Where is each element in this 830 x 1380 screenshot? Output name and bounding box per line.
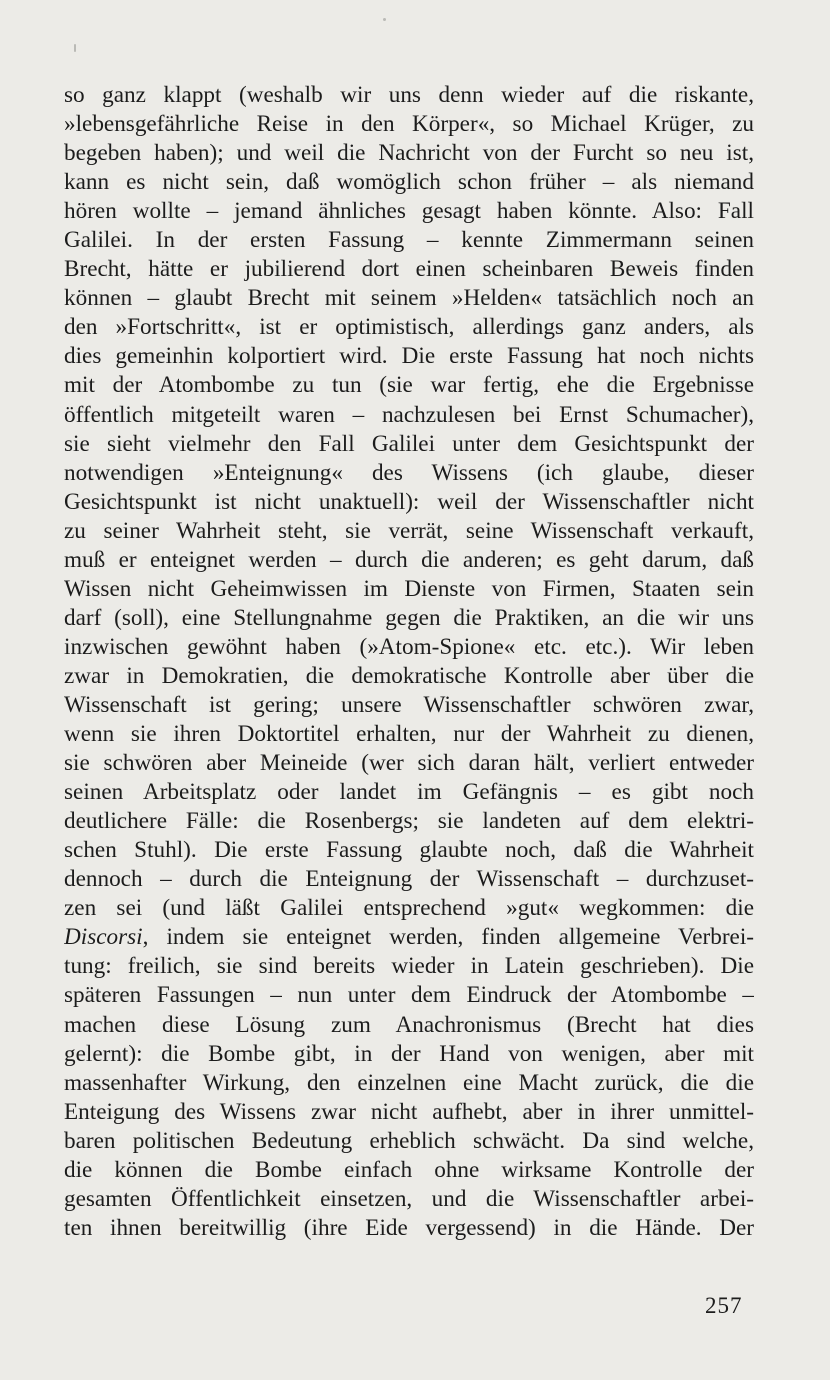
text-line: dies gemeinhin kolportiert wird. Die erste Fassung hat noch nichts — [64, 343, 754, 370]
text-line: massenhafter Wirkung, den einzelnen eine Macht zurück, die die — [64, 1069, 754, 1096]
text-line: zu seiner Wahrheit steht, sie verrät, seine Wissenschaft verkauft, — [64, 517, 754, 544]
text-line: inzwischen gewöhnt haben (»Atom-Spione« etc. etc.). Wir leben — [64, 633, 754, 660]
text-line: »lebensgefährliche Reise in den Körper«, so Michael Krüger, zu — [64, 111, 754, 138]
text-line: den »Fortschritt«, ist er optimistisch, allerdings ganz anders, als — [64, 314, 754, 341]
body-text — [64, 81, 754, 1243]
text-line: machen diese Lösung zum Anachronismus (Brecht hat dies — [64, 1011, 754, 1038]
text-line: sie sieht vielmehr den Fall Galilei unter dem Gesichtspunkt der — [64, 430, 754, 457]
text-line: können – glaubt Brecht mit seinem »Helden« tatsächlich noch an — [64, 285, 754, 312]
text-line: mit der Atombombe zu tun (sie war fertig, ehe die Ergebnisse — [64, 372, 754, 399]
text-line: sie schwören aber Meineide (wer sich daran hält, verliert entweder — [64, 750, 754, 777]
text-line: Galilei. In der ersten Fassung – kennte Zimmermann seinen — [64, 227, 754, 254]
text-line: gelernt): die Bombe gibt, in der Hand von wenigen, aber mit — [64, 1040, 754, 1067]
text-line: öffentlich mitgeteilt waren – nachzulesen bei Ernst Schumacher), — [64, 401, 754, 428]
text-line: dennoch – durch die Enteignung der Wissenschaft – durchzuset- — [64, 866, 754, 893]
text-line: deutlichere Fälle: die Rosenbergs; sie landeten auf dem elektri- — [64, 808, 754, 835]
text-line: Discorsi, indem sie enteignet werden, finden allgemeine Verbrei- — [64, 924, 754, 951]
text-line: Wissen nicht Geheimwissen im Dienste von Firmen, Staaten sein — [64, 575, 754, 602]
paper-speck — [74, 44, 76, 52]
text-line: ten ihnen bereitwillig (ihre Eide vergessend) in die Hände. Der — [64, 1214, 754, 1241]
text-line: zwar in Demokratien, die demokratische Kontrolle aber über die — [64, 662, 754, 689]
text-line: hören wollte – jemand ähnliches gesagt haben könnte. Also: Fall — [64, 198, 754, 225]
text-line: darf (soll), eine Stellungnahme gegen die Praktiken, an die wir uns — [64, 604, 754, 631]
text-line: Wissenschaft ist gering; unsere Wissenschaftler schwören zwar, — [64, 691, 754, 718]
italic-title: Discorsi — [64, 924, 143, 951]
text-line: baren politischen Bedeutung erheblich schwächt. Da sind welche, — [64, 1127, 754, 1154]
text-line: seinen Arbeitsplatz oder landet im Gefängnis – es gibt noch — [64, 779, 754, 806]
text-line: Gesichtspunkt ist nicht unaktuell): weil der Wissenschaftler nicht — [64, 488, 754, 515]
text-line: die können die Bombe einfach ohne wirksame Kontrolle der — [64, 1156, 754, 1183]
text-line: gesamten Öffentlichkeit einsetzen, und die Wissenschaftler arbei- — [64, 1185, 754, 1212]
text-line: tung: freilich, sie sind bereits wieder in Latein geschrieben). Die — [64, 953, 754, 980]
text-line: wenn sie ihren Doktortitel erhalten, nur der Wahrheit zu dienen, — [64, 721, 754, 748]
text-line: kann es nicht sein, daß womöglich schon früher – als niemand — [64, 169, 754, 196]
text-line: schen Stuhl). Die erste Fassung glaubte noch, daß die Wahrheit — [64, 837, 754, 864]
text-line: muß er enteignet werden – durch die anderen; es geht darum, daß — [64, 546, 754, 573]
text-line: späteren Fassungen – nun unter dem Eindruck der Atombombe – — [64, 982, 754, 1009]
text-line: Brecht, hätte er jubilierend dort einen scheinbaren Beweis finden — [64, 256, 754, 283]
text-line: so ganz klappt (weshalb wir uns denn wieder auf die riskante, — [64, 82, 754, 108]
text-line: Enteigung des Wissens zwar nicht aufhebt, aber in ihrer unmittel- — [64, 1098, 754, 1125]
text-line: zen sei (und läßt Galilei entsprechend »gut« wegkommen: die — [64, 895, 754, 922]
text-line: notwendigen »Enteignung« des Wissens (ich glaube, dieser — [64, 459, 754, 486]
text-line: begeben haben); und weil die Nachricht von der Furcht so neu ist, — [64, 140, 754, 167]
page-number: 257 — [705, 1293, 743, 1318]
paper-speck — [383, 18, 386, 21]
